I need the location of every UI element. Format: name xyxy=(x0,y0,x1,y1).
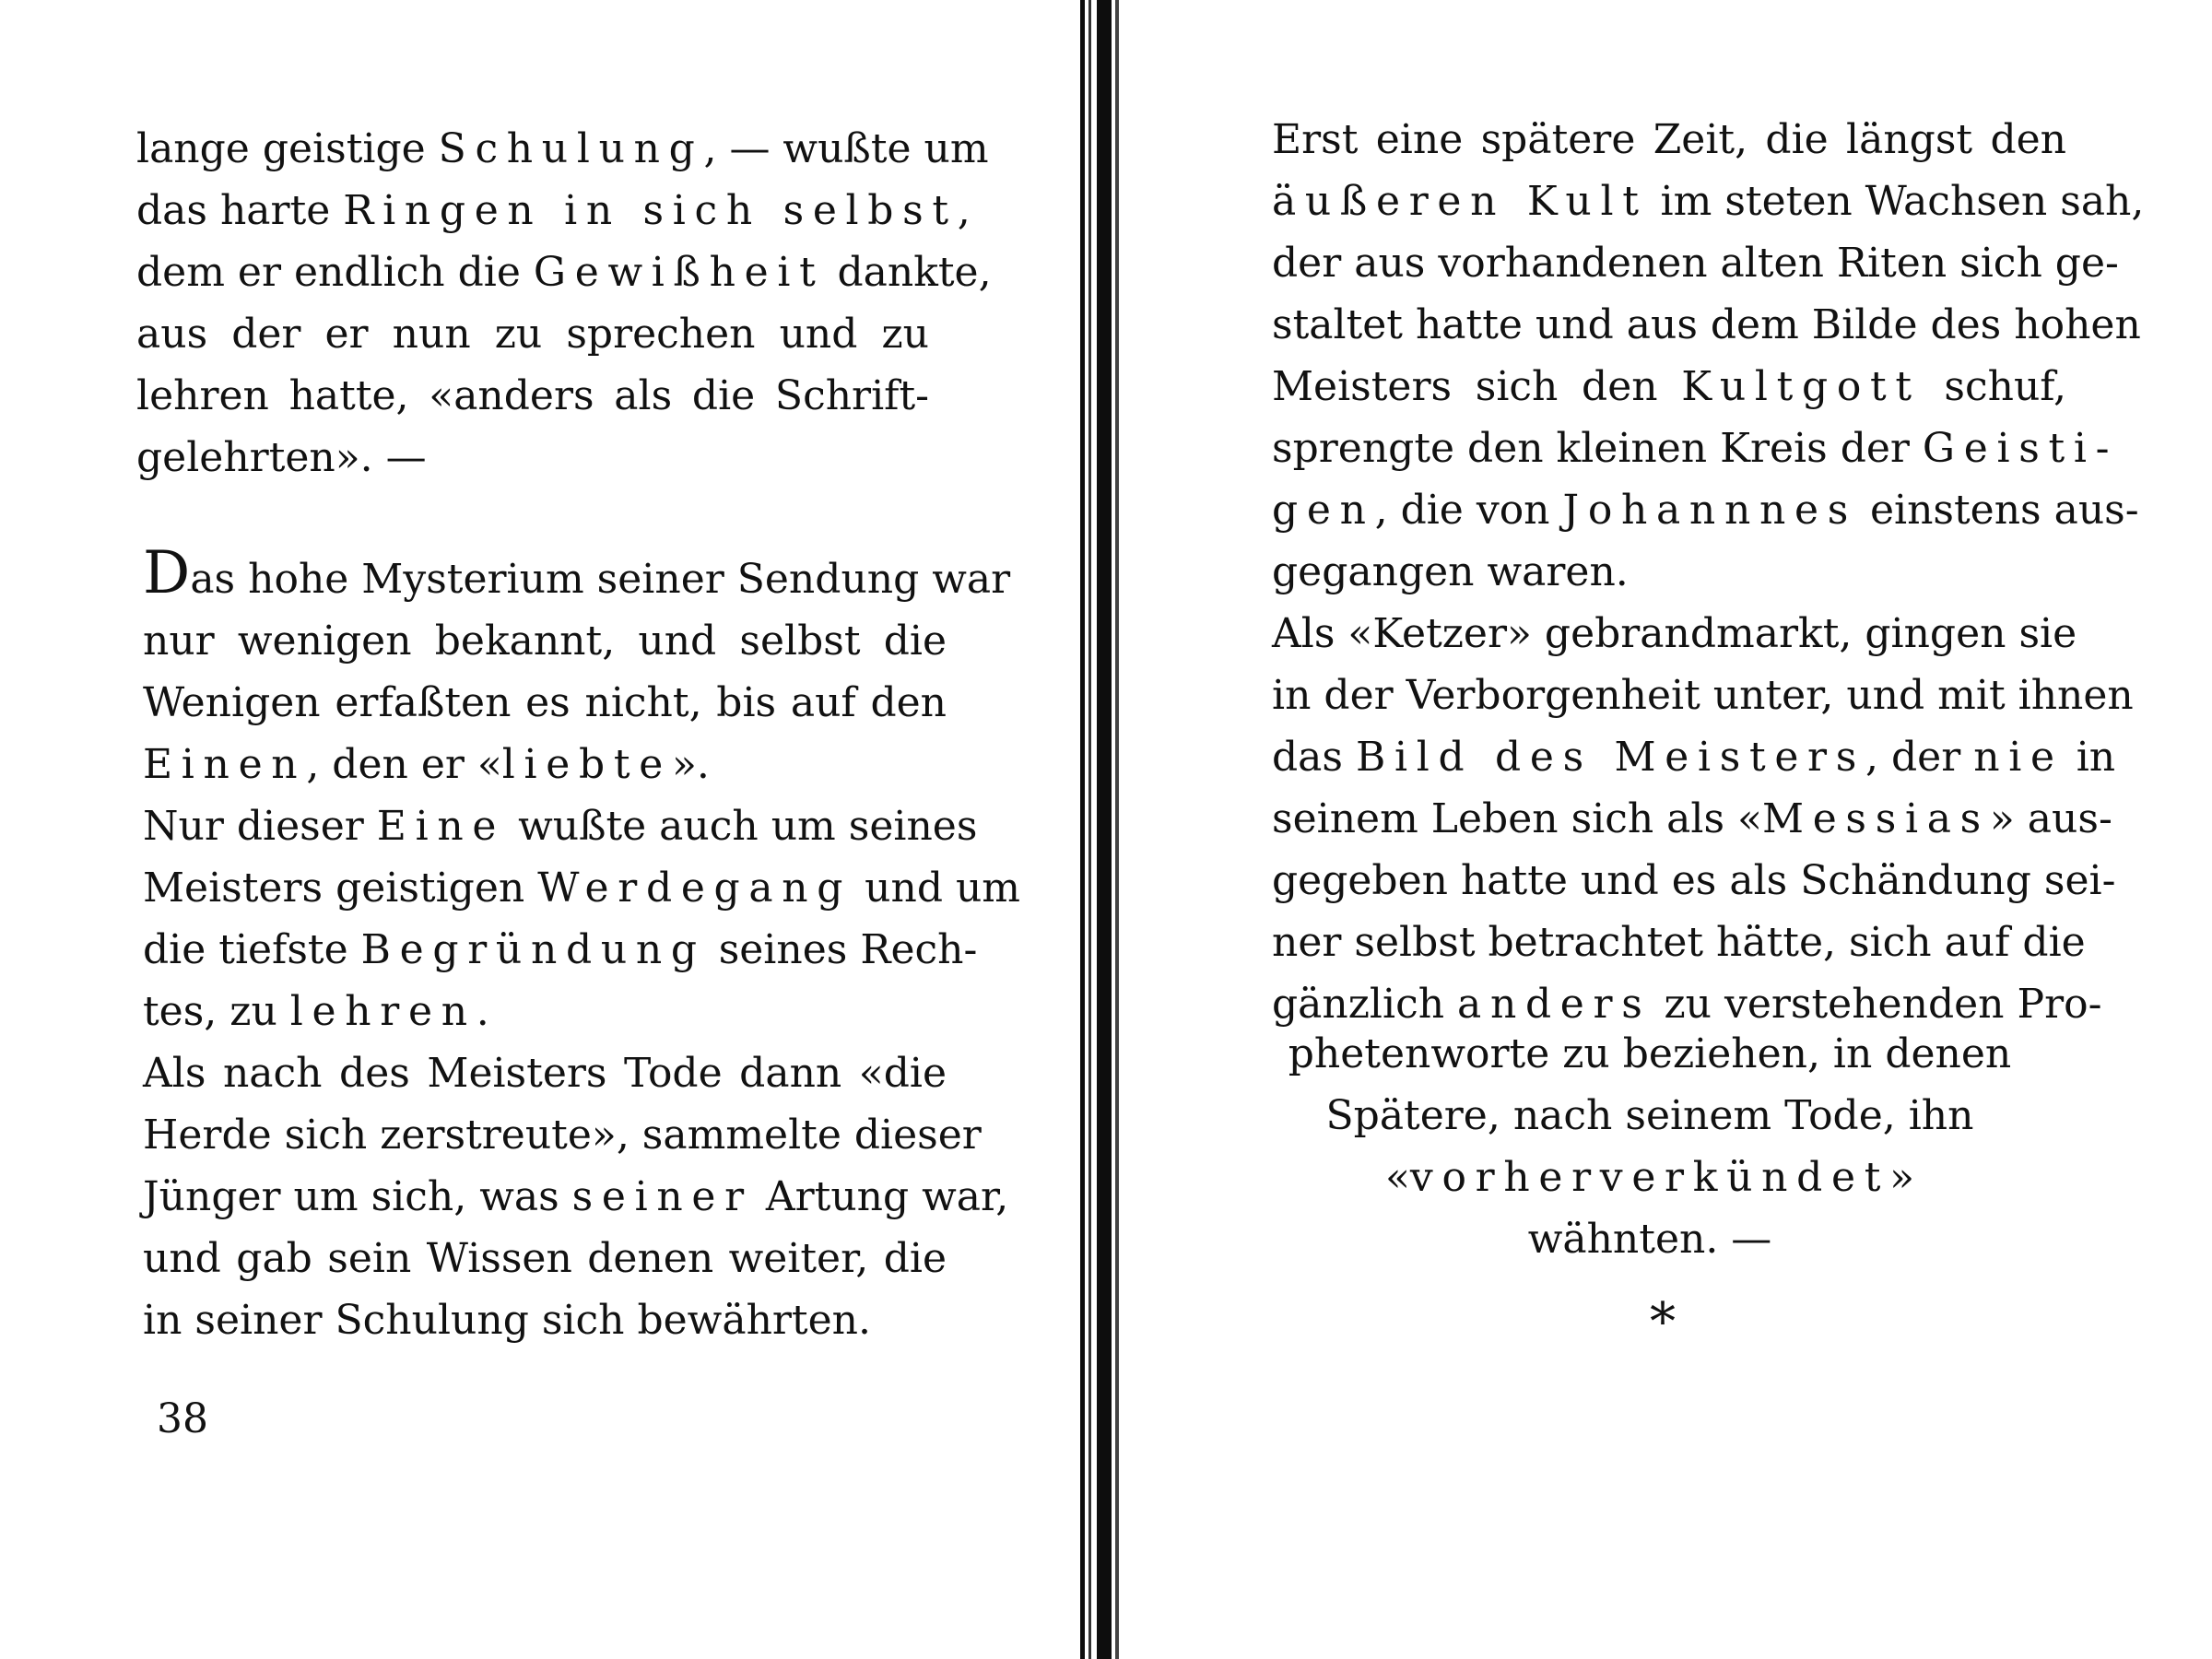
text-run: » aus- xyxy=(1989,795,2112,842)
spaced-emphasis: Geisti- xyxy=(1922,425,2119,472)
text-line xyxy=(1272,912,2086,973)
text-run: die tiefste xyxy=(143,926,361,973)
left-paragraph-1 xyxy=(136,118,992,488)
text-line xyxy=(136,241,992,303)
spaced-emphasis: Ringen in sich selbst xyxy=(343,187,958,234)
text-line xyxy=(1235,1023,2065,1085)
left-page xyxy=(0,0,1069,1659)
spaced-emphasis: Schulung xyxy=(438,125,704,172)
text-line xyxy=(136,303,929,365)
left-paragraph-2 xyxy=(143,539,1021,1351)
text-line xyxy=(1235,1208,2065,1270)
text-line xyxy=(1272,171,2145,232)
text-line xyxy=(1272,479,2139,541)
text-line xyxy=(143,672,947,734)
gutter-line xyxy=(1115,0,1119,1659)
spaced-emphasis: Eine xyxy=(376,803,506,850)
text-run: staltet hatte und aus dem Bilde des hohen xyxy=(1272,301,2141,348)
text-run: Nur dieser xyxy=(143,803,377,850)
right-centered-ending xyxy=(1235,1023,2065,1270)
gutter-line xyxy=(1080,0,1085,1659)
text-run: Meisters geistigen xyxy=(143,865,538,912)
text-run: gegeben hatte und es als Schändung sei- xyxy=(1272,857,2116,904)
right-page xyxy=(1124,0,2212,1659)
spaced-emphasis: seiner xyxy=(571,1173,753,1220)
text-run: » xyxy=(1889,1154,1914,1201)
text-line xyxy=(1272,356,2066,418)
text-run: ner selbst betrachtet hätte, sich auf die xyxy=(1272,919,2086,966)
text-run: Herde sich zerstreute», sammelte dieser xyxy=(143,1112,982,1159)
text-line xyxy=(143,795,978,857)
gutter-line xyxy=(1088,0,1091,1659)
text-run: und um xyxy=(852,865,1021,912)
spaced-emphasis: Einen xyxy=(143,741,307,788)
text-run: seinem Leben sich als « xyxy=(1272,795,1762,842)
text-line xyxy=(1272,294,2141,356)
text-line xyxy=(143,610,947,672)
page-number: 38 xyxy=(157,1395,208,1442)
text-line xyxy=(143,734,947,795)
spaced-emphasis: Messias xyxy=(1761,795,1990,842)
text-run: das xyxy=(1272,734,1356,781)
text-run: schuf, xyxy=(1920,363,2067,410)
spaced-emphasis: Kultgott xyxy=(1681,363,1921,410)
text-run: Spätere, nach seinem Tode, ihn xyxy=(1325,1092,1974,1139)
text-line xyxy=(143,1166,1009,1228)
text-line xyxy=(143,857,1021,919)
text-run: in xyxy=(2063,734,2116,781)
text-run: seines Rech- xyxy=(705,926,978,973)
asterisk-ornament: * xyxy=(1650,1292,1676,1352)
text-line xyxy=(143,981,947,1042)
text-run: , — wußte um xyxy=(703,125,989,172)
text-run: wähnten. — xyxy=(1527,1216,1772,1263)
text-line xyxy=(143,919,978,981)
text-run: ». xyxy=(671,741,710,788)
text-run: wußte auch um seines xyxy=(505,803,978,850)
text-line xyxy=(1272,726,2116,788)
text-run: as hohe Mysterium seiner Sendung war xyxy=(190,556,1011,603)
text-line xyxy=(1272,109,2066,171)
text-run: dem er endlich die xyxy=(136,249,534,296)
text-run: dankte, xyxy=(824,249,992,296)
text-run: in seiner Schulung sich bewährten. xyxy=(143,1297,871,1344)
text-run: Als nach des Meisters Tode dann «die xyxy=(143,1050,947,1097)
text-line xyxy=(143,539,1011,610)
spaced-emphasis: anders xyxy=(1457,981,1652,1028)
text-run: der aus vorhandenen alten Riten sich ge- xyxy=(1272,240,2119,287)
text-run: und gab sein Wissen denen weiter, die xyxy=(143,1235,947,1282)
text-run: gelehrten». — xyxy=(136,434,427,481)
text-line xyxy=(1272,788,2112,850)
text-run: Meisters sich den xyxy=(1272,363,1682,410)
text-line xyxy=(1272,232,2119,294)
text-line xyxy=(136,180,971,241)
text-run: lange geistige xyxy=(136,125,439,172)
text-run: Jünger um sich, was xyxy=(143,1173,572,1220)
spaced-emphasis: Johannnes xyxy=(1562,487,1857,534)
text-run: , die von xyxy=(1374,487,1563,534)
text-line xyxy=(143,1104,982,1166)
gutter-line xyxy=(1097,0,1112,1659)
text-line xyxy=(136,365,929,427)
text-run: gegangen waren. xyxy=(1272,548,1629,595)
text-line xyxy=(143,1228,947,1289)
spaced-emphasis: liebte xyxy=(501,741,672,788)
spaced-emphasis: vorherverkündet xyxy=(1409,1154,1890,1201)
text-run: nur wenigen bekannt, und selbst die xyxy=(143,618,947,665)
text-run: sprengte den kleinen Kreis der xyxy=(1272,425,1923,472)
spaced-emphasis: Werdegang xyxy=(537,865,853,912)
text-run: , xyxy=(957,187,971,234)
spaced-emphasis: Bild des Meisters xyxy=(1355,734,1866,781)
text-run: in der Verborgenheit unter, und mit ihnen xyxy=(1272,672,2134,719)
spaced-emphasis: Gewißheit xyxy=(533,249,825,296)
text-line xyxy=(136,118,989,180)
spaced-emphasis: gen xyxy=(1272,487,1375,534)
text-run: lehren hatte, «anders als die Schrift- xyxy=(136,372,929,419)
text-run: phetenworte zu beziehen, in denen xyxy=(1288,1030,2012,1077)
text-line xyxy=(1235,1085,2065,1147)
text-line xyxy=(143,1289,947,1351)
text-run: Erst eine spätere Zeit, die längst den xyxy=(1272,116,2066,163)
text-run: Artung war, xyxy=(752,1173,1009,1220)
spaced-emphasis: nie xyxy=(1973,734,2064,781)
text-line xyxy=(136,427,929,488)
right-paragraph-1 xyxy=(1272,109,2145,1035)
text-run: tes, zu xyxy=(143,988,290,1035)
spaced-emphasis: lehren xyxy=(289,988,477,1035)
text-line xyxy=(1272,541,2066,603)
text-run: Wenigen erfaßten es nicht, bis auf den xyxy=(143,679,947,726)
book-gutter xyxy=(1077,0,1123,1659)
text-line xyxy=(143,1042,947,1104)
text-line xyxy=(1235,1147,2065,1208)
text-run: , den er « xyxy=(306,741,502,788)
drop-cap: D xyxy=(143,539,191,607)
text-line xyxy=(1272,418,2119,479)
text-line xyxy=(1272,850,2116,912)
text-run: « xyxy=(1385,1154,1410,1201)
text-run: Als «Ketzer» gebrandmarkt, gingen sie xyxy=(1272,610,2077,657)
text-run: das harte xyxy=(136,187,344,234)
text-run: gänzlich xyxy=(1272,981,1458,1028)
text-run: im steten Wachsen sah, xyxy=(1647,178,2145,225)
spaced-emphasis: Begründung xyxy=(360,926,706,973)
text-run: einstens aus- xyxy=(1856,487,2139,534)
text-run: . xyxy=(476,988,489,1035)
text-line xyxy=(1272,665,2134,726)
text-line xyxy=(1272,603,2077,665)
text-run: , der xyxy=(1865,734,1974,781)
text-run: aus der er nun zu sprechen und zu xyxy=(136,311,929,358)
text-run: zu verstehenden Pro- xyxy=(1651,981,2102,1028)
spaced-emphasis: äußeren Kult xyxy=(1272,178,1648,225)
